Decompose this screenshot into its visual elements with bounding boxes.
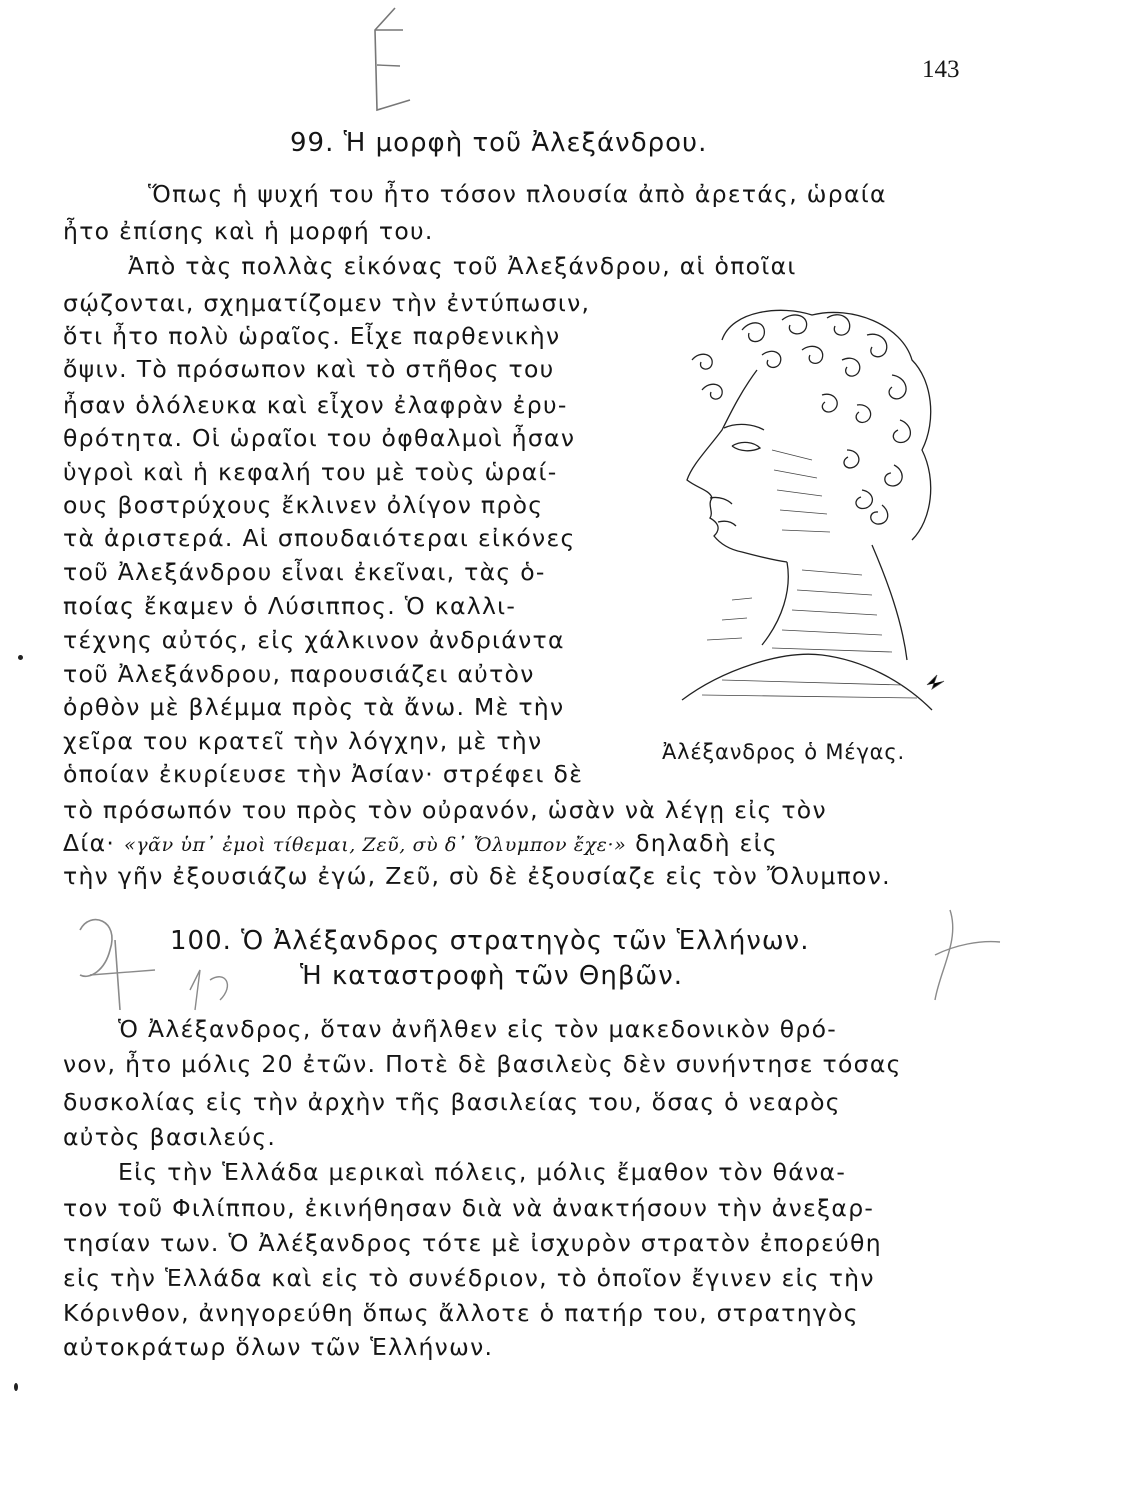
- text-line: τον τοῦ Φιλίππου, ἐκινήθησαν διὰ νὰ ἀνακτήσουν τὴν ἀνεξαρ-: [63, 1194, 875, 1222]
- ink-speck: [18, 655, 23, 660]
- text-line: θρότητα. Οἱ ὡραῖοι του ὀφθαλμοὶ ἦσαν: [63, 424, 576, 452]
- text-line: Ὁ Ἀλέξανδρος, ὅταν ἀνῆλθεν εἰς τὸν μακεδονικὸν θρό-: [118, 1015, 838, 1043]
- portrait-caption: Ἀλέξανδρος ὁ Μέγας.: [662, 740, 905, 764]
- quote-line-before: Δία·: [63, 829, 116, 857]
- page-number: 143: [922, 56, 960, 83]
- text-line: τὸ πρόσωπόν του πρὸς τὸν οὐρανόν, ὡσὰν νὰ λέγῃ εἰς τὸν: [63, 796, 827, 824]
- section-99-heading: 99. Ἡ μορφὴ τοῦ Ἀλεξάνδρου.: [290, 128, 708, 158]
- text-line: νον, ἦτο μόλις 20 ἐτῶν. Ποτὲ δὲ βασιλεὺς δὲν συνήντησε τόσας: [63, 1050, 902, 1078]
- text-line: Ἀπὸ τὰς πολλὰς εἰκόνας τοῦ Ἀλεξάνδρου, αἱ ὁποῖαι: [128, 252, 797, 280]
- text-line: ἦτο ἐπίσης καὶ ἡ μορφή του.: [63, 217, 434, 245]
- quote-line-after: δηλαδὴ εἰς: [635, 829, 778, 857]
- pencil-margin-check: [920, 900, 1010, 1010]
- text-line: αὐτοκράτωρ ὅλων τῶν Ἑλλήνων.: [63, 1333, 494, 1361]
- section-100-heading-line-1: 100. Ὁ Ἀλέξανδρος στρατηγὸς τῶν Ἑλλήνων.: [170, 926, 810, 956]
- quote-line: [63, 829, 778, 857]
- text-line: ὄψιν. Τὸ πρόσωπον καὶ τὸ στῆθος του: [63, 355, 555, 383]
- pencil-margin-note: [60, 900, 250, 1020]
- text-line: τὰ ἀριστερά. Αἱ σπουδαιότεραι εἰκόνες: [63, 524, 576, 552]
- section-100-heading-line-2: Ἡ καταστροφὴ τῶν Θηβῶν.: [300, 961, 683, 991]
- text-line: ποίας ἔκαμεν ὁ Λύσιππος. Ὁ καλλι-: [63, 592, 517, 620]
- text-line: ὑγροὶ καὶ ἡ κεφαλή του μὲ τοὺς ὡραί-: [63, 458, 558, 486]
- text-line: Εἰς τὴν Ἑλλάδα μερικαὶ πόλεις, μόλις ἔμαθον τὸν θάνα-: [118, 1158, 847, 1186]
- text-line: ὅτι ἦτο πολὺ ὡραῖος. Εἶχε παρθενικὴν: [63, 322, 561, 350]
- text-line: ἦσαν ὁλόλευκα καὶ εἶχον ἐλαφρὰν ἐρυ-: [63, 391, 568, 419]
- text-line: τησίαν των. Ὁ Ἀλέξανδρος τότε μὲ ἰσχυρὸν στρατὸν ἐπορεύθη: [63, 1229, 882, 1257]
- text-line: αὐτὸς βασιλεύς.: [63, 1123, 277, 1151]
- ink-speck: [14, 1383, 18, 1391]
- text-line: τὴν γῆν ἐξουσιάζω ἐγώ, Ζεῦ, σὺ δὲ ἐξουσίαζε εἰς τὸν Ὄλυμπον.: [63, 862, 891, 890]
- pindar-quote: «γᾶν ὑπ᾽ ἐμοὶ τίθεμαι, Ζεῦ, σὺ δ᾽ Ὄλυμπον ἔχε·»: [123, 834, 627, 856]
- text-line: ους βοστρύχους ἔκλινεν ὀλίγον πρὸς: [63, 491, 544, 519]
- text-line: ὀρθὸν μὲ βλέμμα πρὸς τὰ ἄνω. Μὲ τὴν: [63, 693, 565, 721]
- text-line: ὁποίαν ἐκυρίευσε τὴν Ἀσίαν· στρέφει δὲ: [63, 760, 584, 788]
- text-line: δυσκολίας εἰς τὴν ἀρχὴν τῆς βασιλείας του, ὅσας ὁ νεαρὸς: [63, 1088, 841, 1116]
- text-line: εἰς τὴν Ἑλλάδα καὶ εἰς τὸ συνέδριον, τὸ ὁποῖον ἔγινεν εἰς τὴν: [63, 1264, 875, 1292]
- text-line: Ὅπως ἡ ψυχή του ἦτο τόσον πλουσία ἀπὸ ἀρετάς, ὡραία: [148, 180, 887, 208]
- pencil-letter-e-mark: [355, 0, 435, 120]
- text-line: Κόρινθον, ἀνηγορεύθη ὅπως ἄλλοτε ὁ πατήρ του, στρατηγὸς: [63, 1299, 859, 1327]
- text-line: τέχνης αὐτός, εἰς χάλκινον ἀνδριάντα: [63, 626, 565, 654]
- text-line: τοῦ Ἀλεξάνδρου εἶναι ἐκεῖναι, τὰς ὁ-: [63, 558, 546, 586]
- text-line: σῴζονται, σχηματίζομεν τὴν ἐντύπωσιν,: [63, 289, 591, 317]
- text-line: χεῖρα του κρατεῖ τὴν λόγχην, μὲ τὴν: [63, 727, 543, 755]
- text-line: τοῦ Ἀλεξάνδρου, παρουσιάζει αὐτὸν: [63, 660, 535, 688]
- alexander-portrait-illustration: [662, 300, 962, 720]
